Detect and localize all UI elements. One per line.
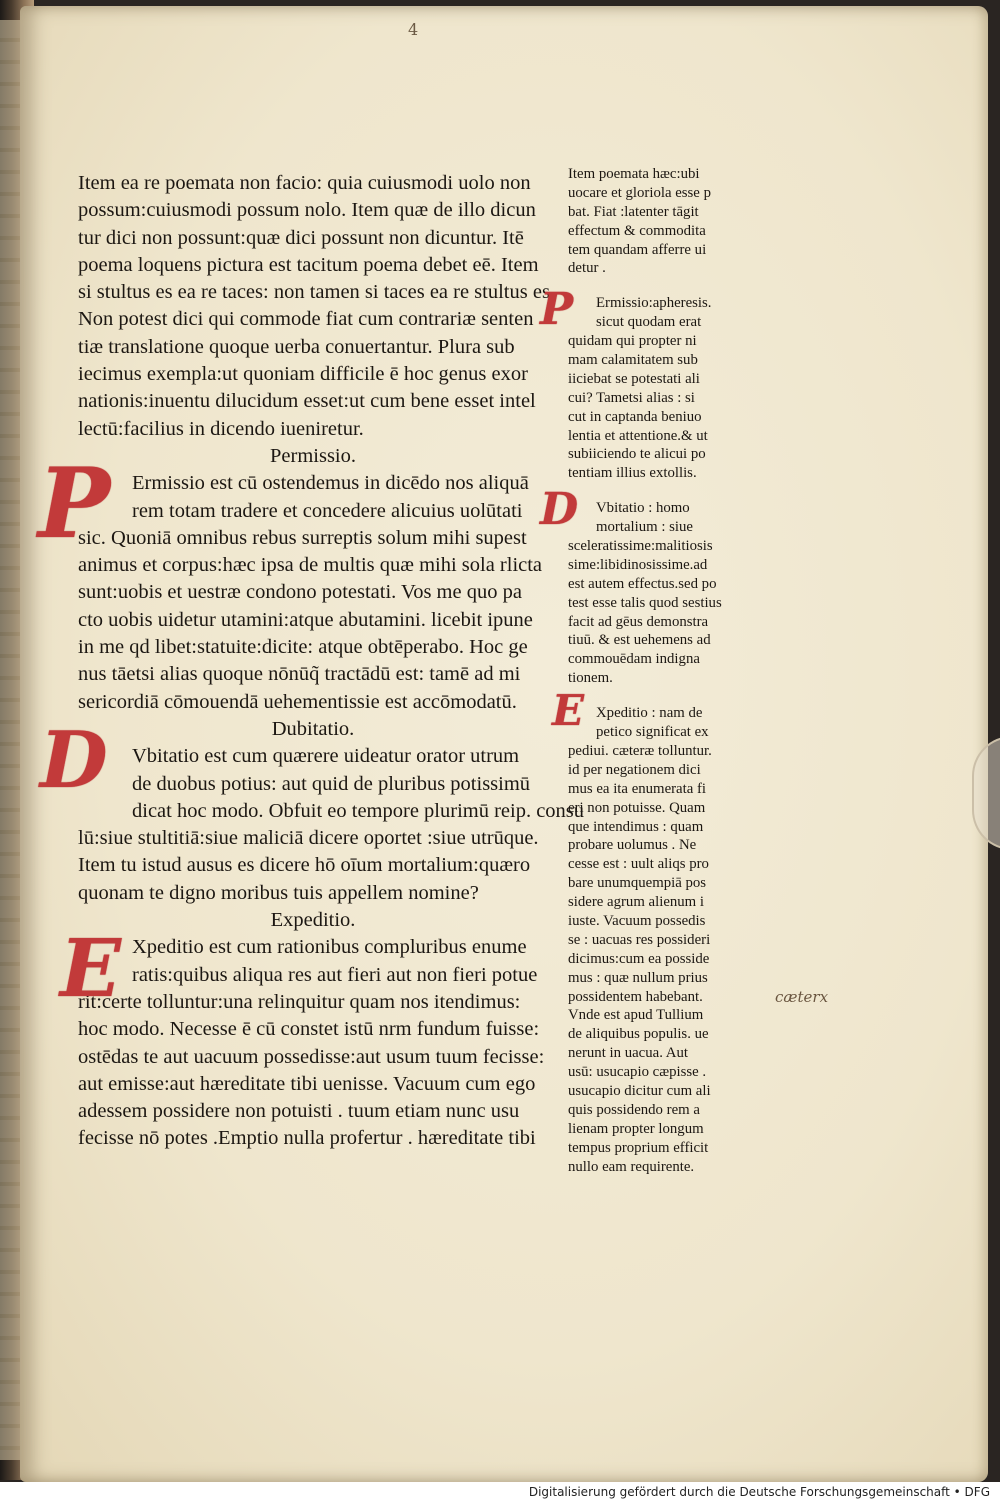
text-line: lectū:facilius in dicendo iueniretur. <box>78 417 364 440</box>
text-line: mus ea ita enumerata fi <box>568 780 707 797</box>
text-line: aut emisse:aut hæreditate tibi uenisse. Vacuum cum ego <box>78 1072 536 1095</box>
text-line: possum:cuiusmodi possum nolo. Item quæ de illo dicun <box>78 199 536 222</box>
text-line: adessem possidere non potuisti . tuum etiam nunc usu <box>78 1100 520 1123</box>
text-line: fecisse nō potes .Emptio nulla profertur . hæreditate tibi <box>78 1127 536 1150</box>
text-line: lū:siue stultitiā:siue maliciā dicere oportet :siue utrūque. <box>78 827 539 850</box>
footer-credit: Digitalisierung gefördert durch die Deutsche Forschungsgemeinschaft • DFG <box>528 1485 990 1499</box>
text-line: tem quandam afferre ui <box>568 241 707 258</box>
text-line: commouēdam indigna <box>568 651 700 668</box>
text-line: si stultus es ea re taces: non tamen si taces ea re stultus es. <box>78 281 556 304</box>
text-line: Ermissio est cū ostendemus in dicēdo nos aliquā <box>132 472 529 495</box>
text-line: Non potest dici qui commode fiat cum contrariæ senten <box>78 308 534 331</box>
section-heading: Expeditio. <box>270 909 356 932</box>
text-line: possidentem habebant. <box>568 988 703 1005</box>
text-line: iiciebat se potestati ali <box>568 370 700 387</box>
text-line: mortalium : siue <box>596 519 693 536</box>
paragraph-gap <box>568 483 768 499</box>
text-line: tempus proprium efficit <box>568 1139 709 1156</box>
text-line: Vbitatio : homo <box>596 500 690 517</box>
folio-mark: 4 <box>408 20 419 39</box>
section-heading: Dubitatio. <box>271 717 355 740</box>
text-line: quonam te digno moribus tuis appellem nomine? <box>78 881 479 904</box>
paragraph-gap <box>568 688 768 704</box>
initial-e-main: E <box>60 921 121 1015</box>
text-line: nullo eam requirente. <box>568 1158 695 1175</box>
text-line: Item poemata hæc:ubi <box>568 166 700 182</box>
initial-d-main: D <box>40 715 108 806</box>
text-line: bare unumquempiā pos <box>568 875 707 892</box>
text-line: poema loquens pictura est tacitum poema debet eē. Item <box>78 253 539 276</box>
paragraph-gap <box>568 278 768 294</box>
section-heading: Permissio. <box>270 444 356 467</box>
initial-e-side: E <box>552 686 585 735</box>
text-line: nationis:inuentu dilucidum esset:ut cum bene esset intel <box>78 390 536 413</box>
text-line: usucapio dicitur cum ali <box>568 1082 711 1099</box>
text-line: tentiam illius extollis. <box>568 465 697 482</box>
text-line: eri non potuisse. Quam <box>568 799 706 816</box>
commentary-column <box>568 165 768 1176</box>
text-line: tionem. <box>568 670 613 687</box>
text-line: lienam propter longum <box>568 1120 704 1137</box>
text-line: rit:certe tolluntur:una relinquitur quam nos itendimus: <box>78 990 521 1013</box>
main-text-column <box>78 170 585 1153</box>
text-line: probare uolumus . Ne <box>568 837 697 854</box>
text-line: ratis:quibus aliqua res aut fieri aut non fieri potue <box>132 963 538 986</box>
text-line: lentia et attentione.& ut <box>568 427 708 444</box>
text-line: rem totam tradere et concedere alicuius uolūtati <box>132 499 523 522</box>
text-line: sericordiā cōmouendā uehementissie est accōmodatū. <box>78 690 517 713</box>
text-line: tiuū. & est uehemens ad <box>568 632 711 649</box>
text-line: animus et corpus:hæc ipsa de multis quæ mihi sola rlicta <box>78 554 543 577</box>
text-line: usū: usucapio cæpisse . <box>568 1064 707 1081</box>
text-line: Xpeditio : nam de <box>596 705 703 722</box>
text-line: sidere agrum alienum i <box>568 894 705 911</box>
text-line: dicimus:cum ea posside <box>568 950 710 967</box>
text-line: facit ad gēus demonstra <box>568 613 709 630</box>
text-line: Vbitatio est cum quærere uideatur orator utrum <box>132 745 520 768</box>
text-line: cesse est : uult aliqs pro <box>568 856 709 873</box>
footer-bar <box>0 1482 1000 1505</box>
text-line: pediui. cæteræ tolluntur. <box>568 742 712 759</box>
text-line: bat. Fiat :latenter tāgit <box>568 203 699 220</box>
text-line: cui? Tametsi alias : si <box>568 389 695 406</box>
initial-p-side: P <box>540 284 574 335</box>
text-line: est autem effectus.sed po <box>568 575 717 592</box>
text-line: quidam qui propter ni <box>568 333 697 350</box>
text-line: Item tu istud ausus es dicere hō oīum mortalium:quæro <box>78 854 531 877</box>
text-line: iuste. Vacuum possedis <box>568 912 706 929</box>
text-line: mam calamitatem sub <box>568 352 698 369</box>
text-line: que intendimus : quam <box>568 818 704 835</box>
text-line: cut in captanda beniuo <box>568 408 702 425</box>
initial-d-side: D <box>540 484 579 535</box>
text-line: sceleratissime:malitiosis <box>568 538 713 555</box>
text-line: id per negationem dici <box>568 761 701 778</box>
text-line: sicut quodam erat <box>596 314 702 331</box>
text-line: sic. Quoniā omnibus rebus surreptis solum mihi supest <box>78 526 527 549</box>
text-line: uocare et gloriola esse p <box>568 184 711 201</box>
text-line: Ermissio:apheresis. <box>596 295 712 312</box>
text-line: Xpeditio est cum rationibus compluribus enume <box>132 936 527 959</box>
text-line: quis possidendo rem a <box>568 1101 700 1118</box>
text-line: effectum & commodita <box>568 222 706 239</box>
text-line: sunt:uobis et uestræ condono potestati. Vos me quo pa <box>78 581 522 604</box>
page-clip <box>972 736 1000 850</box>
text-line: tur dici non possunt:quæ dici possunt non dicuntur. Itē <box>78 226 524 249</box>
text-line: subiiciendo te alicui po <box>568 446 706 463</box>
text-line: detur . <box>568 260 606 277</box>
text-line: hoc modo. Necesse ē cū constet istū nrm fundum fuisse: <box>78 1018 540 1041</box>
text-line: nerunt in uacua. Aut <box>568 1045 688 1062</box>
text-line: petico significat ex <box>596 724 709 741</box>
text-line: iecimus exempla:ut quoniam difficile ē hoc genus exor <box>78 363 528 386</box>
text-line: mus : quæ nullum prius <box>568 969 708 986</box>
text-line: de duobus potius: aut quid de pluribus potissimū <box>132 772 531 795</box>
text-line: in me qd libet:statuite:dicite: atque obtēperabo. Hoc ge <box>78 636 528 659</box>
text-line: nus tāetsi alias quoque nōnūq̃ tractādū est: tamē ad mi <box>78 663 521 686</box>
text-line: sime:libidinosissime.ad <box>568 556 708 573</box>
text-line: cto uobis uidetur utamini:atque abutamini. licebit ipune <box>78 608 533 631</box>
text-line: ostēdas te aut uacuum possedisse:aut usum tuum fecisse: <box>78 1045 545 1068</box>
text-line: tiæ translatione quoque uerba conuertantur. Plura sub <box>78 335 515 358</box>
text-line: de aliquibus populis. ue <box>568 1026 709 1043</box>
text-line: se : uacuas res possideri <box>568 931 711 948</box>
initial-p-main: P <box>38 447 111 560</box>
text-line: test esse talis quod sestius <box>568 594 722 611</box>
text-line: dicat hoc modo. Obfuit eo tempore plurimū reip. consu <box>132 799 585 822</box>
text-line: Item ea re poemata non facio: quia cuiusmodi uolo non <box>78 172 531 194</box>
text-line: Vnde est apud Tullium <box>568 1007 704 1024</box>
margin-annotation: cæterx <box>775 988 829 1006</box>
